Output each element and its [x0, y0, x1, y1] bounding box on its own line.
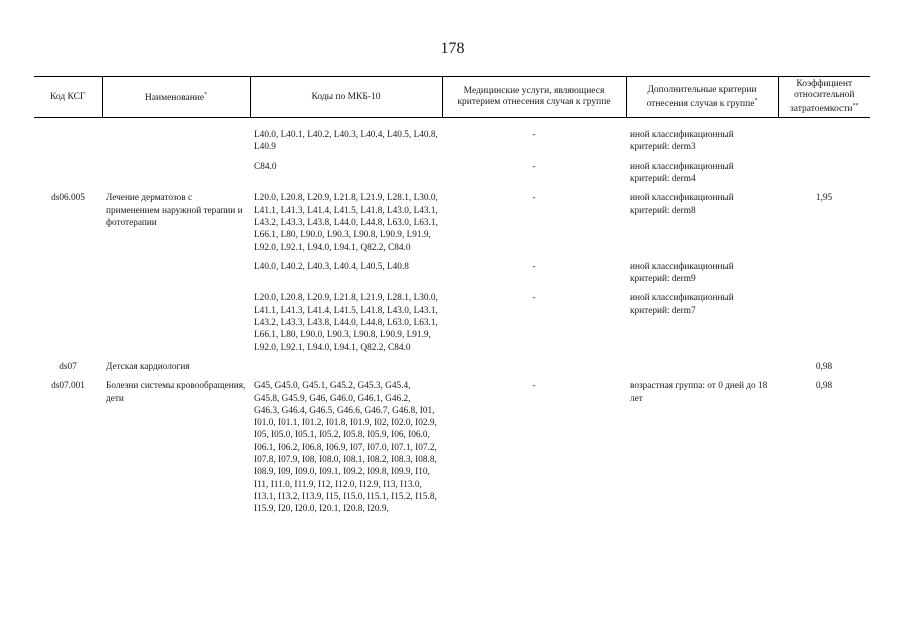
ksg-name: Болезни системы кровообращения, дети: [106, 381, 246, 404]
ksg-code: [34, 289, 102, 357]
mkb-codes: L40.0, L40.2, L40.3, L40.4, L40.5, L40.8: [254, 261, 409, 272]
medical-services: -: [532, 261, 536, 272]
additional-criteria: иной классификационный критерий: derm4: [630, 161, 734, 185]
ksg-code: ds07.001: [51, 381, 85, 392]
table-row: [34, 377, 870, 519]
additional-criteria: иной классификационный критерий: derm7: [630, 293, 734, 316]
mkb-codes: [250, 358, 442, 377]
additional-criteria: возрастная группа: от 0 дней до 18 лет: [630, 381, 768, 404]
medical-services: -: [532, 130, 536, 141]
additional-criteria: иной классификационный критерий: derm8: [630, 193, 734, 216]
ksg-code: ds07: [59, 361, 77, 372]
header-mkb: Коды по МКБ-10: [250, 77, 442, 118]
medical-services: [442, 358, 626, 377]
medical-services: -: [532, 193, 536, 204]
ksg-code: [34, 158, 102, 190]
medical-services: -: [532, 161, 536, 172]
ksg-name: Детская кардиология: [106, 361, 190, 372]
ksg-name: [102, 126, 250, 158]
ksg-name: [102, 158, 250, 190]
header-code: Код КСГ: [34, 77, 102, 118]
mkb-codes: L40.0, L40.1, L40.2, L40.3, L40.4, L40.5, L40.8, L40.9: [254, 130, 438, 153]
cost-coefficient: 0,98: [815, 361, 833, 372]
medical-services: -: [532, 293, 536, 304]
additional-criteria: иной классификационный критерий: derm3: [630, 130, 734, 153]
medical-services: -: [532, 381, 536, 392]
ksg-name: [102, 289, 250, 357]
mkb-codes: C84.0: [254, 161, 277, 172]
mkb-codes: L20.0, L20.8, L20.9, L21.8, L21.9, L28.1, L30.0, L41.1, L41.3, L41.4, L41.5, L41.8, L43.0, L43.1, L43.2, L43.3, L43.8, L44.0, L44.8, L63.0, L63.1, L66.1, L80, L90.0, L90.3, L90.8, L90.9, L91.9, L92.0, L92.1, L94.0, L94.1, Q82.2, C84.0: [254, 293, 438, 353]
cost-coefficient: [778, 258, 870, 290]
header-name: Наименование*: [102, 77, 250, 118]
ksg-name: [102, 258, 250, 290]
additional-criteria: [626, 358, 778, 377]
table-row: [34, 289, 870, 357]
header-services: Медицинские услуги, являющиеся критерием отнесения случая к группе: [442, 77, 626, 118]
header-coefficient: Коэффициент относительной затратоемкости**: [778, 77, 870, 118]
page-number: 178: [440, 40, 465, 57]
table-row: [34, 126, 870, 158]
table-row: [34, 189, 870, 257]
ksg-name: Лечение дерматозов с применением наружной терапии и фототерапии: [106, 193, 243, 228]
table-row: [34, 158, 870, 190]
ksg-code: [34, 258, 102, 290]
cost-coefficient: [778, 158, 870, 190]
additional-criteria: иной классификационный критерий: derm9: [630, 261, 734, 285]
cost-coefficient: [778, 126, 870, 158]
ksg-code: [34, 126, 102, 158]
table-row: [34, 358, 870, 377]
mkb-codes: G45, G45.0, G45.1, G45.2, G45.3, G45.4, G45.8, G45.9, G46, G46.0, G46.1, G46.2, G46.3, G46.4, G46.5, G46.6, G46.7, G46.8, I01, I01.0, I01.1, I01.2, I01.8, I01.9, I02, I02.0, I02.9, I05, I05.0, I05.1, I05.2, I05.8, I05.9, I06, I06.0, I06.1, I06.2, I06.8, I06.9, I07, I07.0, I07.1, I07.2, I07.8, I07.9, I08, I08.0, I08.1, I08.2, I08.3, I08.8, I08.9, I09, I09.0, I09.1, I09.2, I09.8, I09.9, I10, I11, I11.0, I11.9, I12, I12.0, I12.9, I13, I13.0, I13.1, I13.2, I13.9, I15, I15.0, I15.1, I15.2, I15.8, I15.9, I20, I20.0, I20.1, I20.8, I20.9,: [254, 381, 437, 515]
ksg-table: [34, 76, 870, 519]
ksg-code: ds06.005: [51, 193, 85, 204]
cost-coefficient: 0,98: [815, 381, 833, 392]
table-header-row: [34, 77, 870, 118]
mkb-codes: L20.0, L20.8, L20.9, L21.8, L21.9, L28.1, L30.0, L41.1, L41.3, L41.4, L41.5, L41.8, L43.0, L43.1, L43.2, L43.3, L43.8, L44.0, L44.8, L63.0, L63.1, L66.1, L80, L90.0, L90.3, L90.8, L90.9, L91.9, L92.0, L92.1, L94.0, L94.1, Q82.2, C84.0: [254, 193, 438, 253]
table-row: [34, 258, 870, 290]
header-criteria: Дополнительные критерии отнесения случая к группе*: [626, 77, 778, 118]
cost-coefficient: [778, 289, 870, 357]
cost-coefficient: 1,95: [815, 193, 833, 204]
